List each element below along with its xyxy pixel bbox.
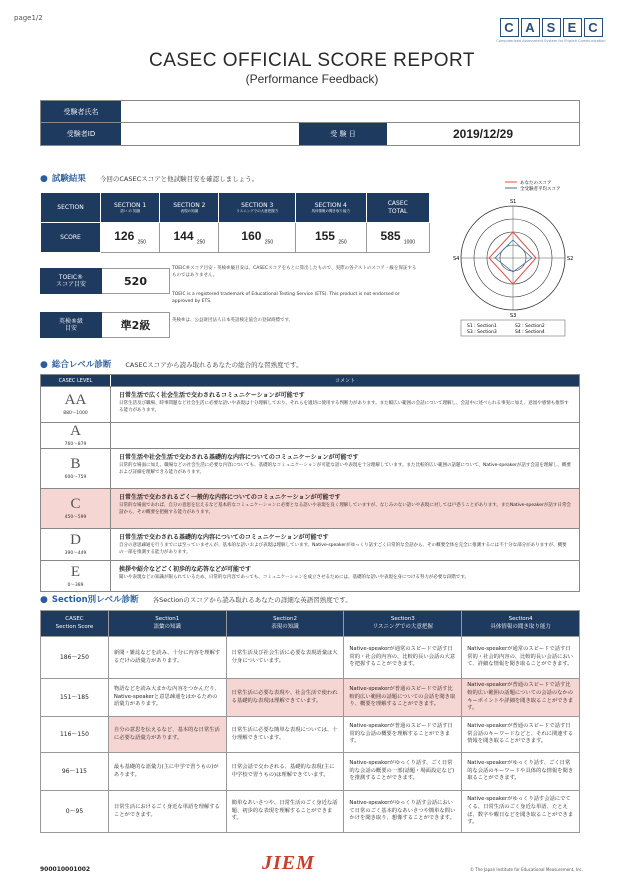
- radar-axis-s2: S2: [567, 256, 574, 262]
- section-table-body: [41, 637, 580, 833]
- level-row-a: [41, 423, 579, 449]
- level-comment: [111, 489, 579, 528]
- section-cell: Native-speakerが通常のスピードで話す日常的・社会的内容の、比較的長い会話において、詳細な情報を聞き取ることができます。: [462, 637, 580, 679]
- level-row-c: [41, 489, 579, 529]
- level-comment: [111, 387, 579, 422]
- level-range: 600〜759: [64, 475, 87, 480]
- section-table: [40, 610, 580, 833]
- level-description: 日常生活及び職場、時事問題など社会生活に必要な語いや表現は十分理解しており、それらを適切に使用する判断力があります。また幅広い範囲の会話について理解し、会話中に述べられる事実に加え、意図や感情も推察する能力があります。: [119, 401, 569, 413]
- score-range: 0〜95: [41, 791, 109, 833]
- toeic-estimate: [40, 268, 170, 294]
- eiken-trademark-note: 英検®は、公益財団法人日本英語検定協会の登録商標です。: [172, 318, 294, 323]
- section-name: SECTION 1: [114, 201, 147, 209]
- logo-letter: E: [563, 18, 582, 37]
- toeic-trademark-note: TOEIC is a registered trademark of Educational Testing Service (ETS). This product is not endorsed or approved by ETS.: [172, 292, 400, 304]
- levels-heading-text: 総合レベル診断: [51, 360, 112, 370]
- estimate-note: TOEIC®スコア目安・英検®級目安は、CASECスコアをもとに算出したもので、実際の各テストのスコア・級を保証するものではありません。: [172, 266, 417, 278]
- score-value: 160: [241, 229, 262, 244]
- section-row: [41, 679, 580, 717]
- section-header-label: SECTION: [41, 193, 101, 223]
- levels-heading: [40, 358, 303, 370]
- radar-caption-s3: S3 : Section3: [467, 330, 497, 335]
- bullet-icon: ●: [40, 595, 48, 605]
- section-subtitle: 語い の 知識: [120, 209, 140, 214]
- id-label: 受験者ID: [41, 123, 121, 145]
- logo-letter: C: [584, 18, 603, 37]
- eiken-label: 英検®級 目安: [40, 312, 102, 338]
- id-value: [121, 123, 299, 145]
- level-cell: [41, 561, 111, 591]
- level-row-e: [41, 561, 579, 591]
- section-header-5: [366, 193, 429, 223]
- radar-caption-s4: S4 : Section4: [515, 330, 545, 335]
- copyright: © The Japan Institute for Educational Measurement, Inc.: [470, 867, 584, 872]
- section-cell: 自分の意思を伝えるなど、基本的な日常生活に必要な語彙力があります。: [108, 717, 226, 753]
- level-row-b: [41, 449, 579, 489]
- level-cell: [41, 489, 111, 528]
- section-subtitle: 表現の知識: [180, 209, 199, 214]
- score-max: 1000: [403, 239, 416, 246]
- section-score-1: [101, 223, 160, 253]
- radar-axis-s3: S3: [510, 313, 517, 319]
- section-cell: Native-speakerが普通のスピードで話す比較的広い範囲の話題についての会話を聞き取り、概要を理解することができます。: [344, 679, 462, 717]
- section-name: CASEC: [387, 200, 408, 207]
- section-cell: 簡単なあいさつや、日常生活のごく身近な話題、初歩的な表現を理解することができます。: [226, 791, 344, 833]
- radar-axis-s4: S4: [453, 256, 460, 262]
- level-description: 日常的な場面であれば、自分の意思を伝えるなど基本的なコミュニケーションに必要となる語いや表現を良く理解していますが、なじみのない語いや表現に対しては戸惑うことがあります。またNative-speakerが話す日常会話から、その概要を把握する能力があります。: [119, 503, 571, 515]
- score-range: 116〜150: [41, 717, 109, 753]
- radar-chart: [455, 176, 585, 336]
- section-cell: Native-speakerが通常のスピードで話す日常的・社会的内容の、比較的長い会話の大意を把握することができます。: [344, 637, 462, 679]
- section-header-4: [296, 193, 367, 223]
- level-rows: [41, 387, 579, 591]
- section-score-3: [219, 223, 296, 253]
- score-max: 250: [137, 239, 146, 246]
- test-date: 2019/12/29: [452, 127, 514, 141]
- score-max: 250: [196, 239, 206, 246]
- level-cell: [41, 529, 111, 560]
- results-heading: [40, 172, 258, 184]
- score-range: 96〜115: [41, 753, 109, 791]
- section-header-2: [160, 193, 219, 223]
- score-value: 126: [114, 229, 135, 244]
- score-header-row: [41, 193, 430, 223]
- report-subtitle: (Performance Feedback): [245, 72, 379, 86]
- logo-letter: A: [521, 18, 540, 37]
- radar-caption-s1: S1 : Section1: [467, 324, 497, 329]
- logo-letters: [496, 18, 606, 37]
- section-cell: 日常生活及び社会生活に必要な表現語彙は大分身についています。: [226, 637, 344, 679]
- section-name: SECTION 2: [173, 201, 206, 209]
- section-cell: 日常生活におけるごく身近な単語を理解することができます。: [108, 791, 226, 833]
- level-title: 日常生活や社会生活で交わされる基礎的な内容についてのコミュニケーションが可能です: [119, 454, 359, 461]
- radar-caption-s2: S2 : Section2: [515, 324, 545, 329]
- section-row: [41, 717, 580, 753]
- date-label: 受 験 日: [299, 123, 387, 145]
- section-column-header-0: CASEC Section Score: [41, 611, 109, 637]
- name-value: [121, 101, 579, 122]
- section-score-5: [366, 223, 429, 253]
- level-cell: [41, 387, 111, 422]
- level-table: [40, 374, 580, 592]
- section-score-2: [160, 223, 219, 253]
- score-max: 250: [338, 239, 347, 246]
- section-score-4: [296, 223, 367, 253]
- toeic-label: TOEIC® スコア目安: [40, 268, 102, 294]
- report-title: CASEC OFFICIAL SCORE REPORT: [149, 50, 475, 71]
- section-name: SECTION 3: [241, 201, 274, 209]
- radar-axis-s1: S1: [510, 199, 517, 205]
- level-title: 挨拶や紹介などごく初歩的な応答などが可能です: [119, 566, 252, 573]
- sections-heading-text: Section別レベル診断: [51, 595, 139, 605]
- score-value-row: [41, 223, 430, 253]
- level-letter: E: [70, 563, 81, 580]
- section-cell: 日常会話で交わされる、基礎的な表現(主に中学校で習うもの)は理解できています。: [226, 753, 344, 791]
- section-column-header-4: Section4 具体情報の聞き取り能力: [462, 611, 580, 637]
- level-title: 日常生活で交わされる基礎的な内容についてのコミュニケーションが可能です: [119, 534, 329, 541]
- section-subtitle: リスニングでの大意把握力: [236, 209, 279, 214]
- level-letter: B: [70, 456, 81, 472]
- level-table-header: [41, 375, 579, 387]
- level-letter: A: [70, 423, 81, 439]
- legend-avg-label: 全受験者平均スコア: [520, 187, 561, 192]
- section-cell: 最も基礎的な語彙力(主に中学で習うもの)があります。: [108, 753, 226, 791]
- level-range: 0〜389: [67, 582, 84, 588]
- logo-tagline: Computerized Assessment System for English Communication: [496, 39, 606, 43]
- level-range: 760〜879: [64, 442, 87, 447]
- level-comment: [111, 529, 579, 560]
- section-cell: 新聞・雑誌などを読み、十分に内容を理解するだけの語彙力があります。: [108, 637, 226, 679]
- section-column-header-3: Section3 リスニングでの大意把握: [344, 611, 462, 637]
- level-range: 450〜599: [64, 515, 87, 520]
- bullet-icon: ●: [40, 360, 48, 370]
- section-cell: 物語などを読み大まかな内容をつかんだり、Native-speakerと意思疎通をはかるための語彙力があります。: [108, 679, 226, 717]
- bullet-icon: ●: [40, 174, 48, 184]
- name-label: 受験者氏名: [41, 101, 121, 122]
- section-name: SECTION 4: [314, 201, 347, 209]
- results-heading-text: 試験結果: [51, 174, 86, 184]
- section-subtitle: TOTAL: [388, 207, 408, 215]
- level-title: 日常生活で広く社会生活で交わされるコミュニケーションが可能です: [119, 392, 305, 399]
- level-range: 880〜1000: [63, 411, 88, 416]
- level-column-header: CASEC LEVEL: [41, 375, 111, 386]
- score-value: 585: [380, 229, 401, 244]
- level-description: 自分の意思疎通を行うまでには至っていませんが、基本的な語いおよび表現は理解しています。Native-speakerがゆっくり話すごく日常的な会話から、その概要全体を完全に推測するには不十分な部分がありますが、概要の一部を推測する能力があります。: [119, 543, 567, 555]
- logo-letter: C: [500, 18, 519, 37]
- section-cell: Native-speakerが普通のスピードで話す日常的な会話の概要を理解することができます。: [344, 717, 462, 753]
- level-description: 日常的な場面に加え、職場などの社会生活に必要な内容についても、基礎的なコミュニケーションが可能な語いや表現を十分理解しています。また比較的広い範囲の話題について、Native-speakerが話す会話を理解し、概要および詳細を理解できる能力があります。: [119, 463, 571, 475]
- toeic-value: 520: [102, 268, 170, 294]
- comment-column-header: コメント: [334, 378, 355, 384]
- level-letter: AA: [64, 392, 87, 408]
- section-cell: 日常生活に必要な簡単な表現については、十分理解できています。: [226, 717, 344, 753]
- section-cell: 日常生活に必要な表現や、社会生活で使われる基礎的な表現は理解できています。: [226, 679, 344, 717]
- section-subtitle: 具体情報の聞き取り能力: [311, 209, 351, 214]
- section-cell: Native-speakerが普通のスピードで話す比較的広い範囲の話題についての会話のなかのキーポイントや詳細を聞き取ることができます。: [462, 679, 580, 717]
- section-cell: Native-speakerがゆっくり話す、ごく日常的な会話のキーワードや具体的な情報を聞き取ることができます。: [462, 753, 580, 791]
- level-title: 日常生活で交わされるごく一般的な内容についてのコミュニケーションが可能です: [119, 494, 341, 501]
- examinee-info-table: [40, 100, 580, 146]
- score-value: 155: [314, 229, 335, 244]
- score-range: 186〜250: [41, 637, 109, 679]
- level-description: 聞いや表現などの知識が限られているため、日常的な内容であっても、コミュニケーションを成立させるためには、基礎的な語いや表現を身につける努力が必要な段階です。: [119, 575, 470, 580]
- radar-svg: [455, 176, 585, 336]
- score-table: [40, 192, 430, 253]
- sections-heading: [40, 593, 352, 605]
- level-cell: [41, 423, 111, 448]
- report-id: 900010001002: [40, 866, 91, 873]
- section-cell: Native-speakerがゆっくり話す、ごく日常的な会話の概要の一部(話題・場面設定など)を推測することができます。: [344, 753, 462, 791]
- section-cell: Native-speakerがゆっくり話す会話において日常のごく基本的なあいさつや簡単な問いかけを聞き取り、想像することができます。: [344, 791, 462, 833]
- section-cell: Native-speakerが普通のスピードで話す日常会話のキーワードなどと、それに関連する情報を聞き取ることができます。: [462, 717, 580, 753]
- section-table-header: [41, 611, 580, 637]
- level-comment: [111, 561, 579, 591]
- levels-description: CASECスコアから読み取れるあなたの総合的な習熟度です。: [125, 361, 303, 369]
- jiem-logo: JIEM: [262, 852, 315, 874]
- sections-description: 各Sectionのスコアから読み取れるあなたの詳細な英語習熟度です。: [152, 596, 352, 604]
- level-row-d: [41, 529, 579, 561]
- section-column-header-1: Section1 語彙の知識: [108, 611, 226, 637]
- score-value: 144: [173, 229, 194, 244]
- eiken-estimate: [40, 312, 170, 338]
- legend-you-label: あなたのスコア: [520, 181, 552, 186]
- section-column-header-2: Section2 表現の知識: [226, 611, 344, 637]
- level-letter: C: [70, 496, 81, 512]
- page-number: page1/2: [14, 14, 43, 22]
- results-description: 今回のCASECスコアと他試験目安を確認しましょう。: [99, 175, 259, 183]
- score-range: 151〜185: [41, 679, 109, 717]
- eiken-value: 準2級: [102, 312, 170, 338]
- section-row: [41, 637, 580, 679]
- level-comment: [111, 423, 579, 448]
- level-row-aa: [41, 387, 579, 423]
- id-row: [41, 123, 579, 145]
- section-header-3: [219, 193, 296, 223]
- name-row: [41, 101, 579, 123]
- section-header-1: [101, 193, 160, 223]
- level-letter: D: [70, 532, 81, 548]
- section-row: [41, 753, 580, 791]
- level-comment: [111, 449, 579, 488]
- score-header-label: SCORE: [41, 223, 101, 253]
- section-row: [41, 791, 580, 833]
- section-cell: Native-speakerがゆっくり話す会話にでてくる、日常生活のごく身近な単語、たとえば、数字や曜日などを聞き取ることができます。: [462, 791, 580, 833]
- score-max: 250: [264, 239, 274, 246]
- level-range: 390〜449: [64, 551, 87, 556]
- logo-letter: S: [542, 18, 561, 37]
- level-cell: [41, 449, 111, 488]
- casec-logo: [496, 18, 606, 43]
